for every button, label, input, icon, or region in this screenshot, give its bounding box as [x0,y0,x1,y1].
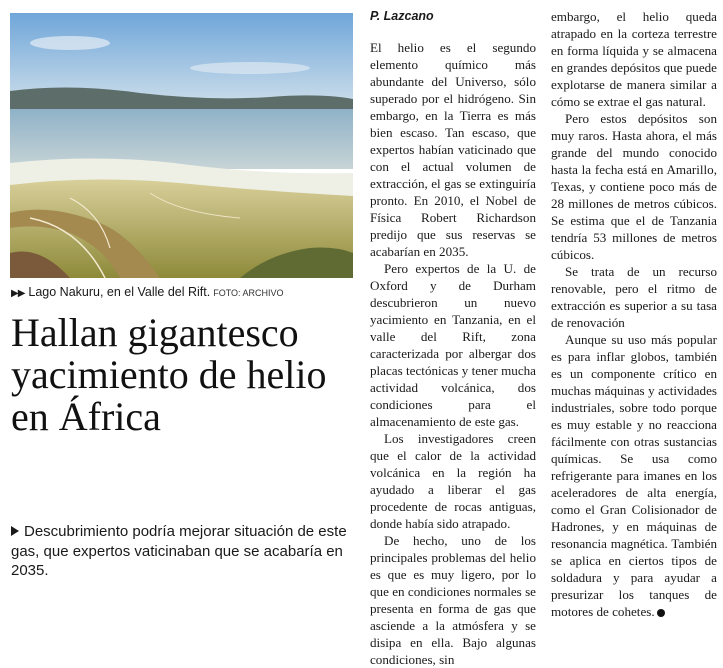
caption-arrows-icon: ▶▶ [11,288,25,299]
article-column-2 [551,8,717,620]
end-mark-icon [657,609,665,617]
paragraph-final [551,331,717,620]
headline: Hallan gigantesco yacimiento de helio en África [11,310,327,439]
subhead-text: Descubrimiento podría mejorar situación de este gas, que expertos vaticinaban que se acabaría en 2035. [11,523,347,579]
caption-text: Lago Nakuru, en el Valle del Rift. [28,285,211,299]
paragraph-text: Aunque su uso más popular es para inflar globos, también es un componente crítico en muchas máquinas y actividades industriales, sobre todo porque es muy estable y no reacciona fácilmente con otras sustancias químicas. Se usa como refrigerante para imanes en los aceleradores de alta energía, como el Gran Colisionador de Hadrones, y en máquinas de resonancia magnética. También se aplica en ciertos tipos de soldadura y para ayudar a presurizar los tanques de motores de cohetes. [551,332,717,619]
paragraph: El helio es el segundo elemento químico más abundante del Universo, sólo superado por el hidrógeno. Sin embargo, en la Tierra es más bien escaso. Tan escaso, que expertos habían vaticinado que con el actual volumen de extracción, el gas se extinguiría pronto. En 2010, el Nobel de Física Robert Richardson predijo que sus reservas se acabarían en 2035. [370,40,536,259]
paragraph: De hecho, uno de los principales problemas del helio es que es muy ligero, por lo que en condiciones normales se presenta en forma de gas que asciende a la atmósfera y se disipa en ella. Bajo algunas condiciones, sin [370,533,536,667]
lake-landscape-image [10,13,353,278]
subhead [11,522,359,581]
subhead-triangle-icon [11,526,19,536]
photo-credit: FOTO: ARCHIVO [213,288,284,298]
article-column-1 [370,8,536,668]
paragraph: embargo, el helio queda atrapado en la corteza terrestre en forma líquida y se almacena en grandes depósitos que puede explotarse de manera similar a cómo se extrae el gas natural. [551,9,717,109]
paragraph: Pero estos depósitos son muy raros. Hasta ahora, el más grande del mundo conocido hasta la fecha está en Amarillo, Texas, y contiene poco más de 28 millones de metros cúbicos. Se estima que el de Tanzania tendría 53 millones de metros cúbicos. [551,111,717,262]
lake-photo [10,13,353,278]
byline: P. Lazcano [370,9,434,23]
paragraph: Pero expertos de la U. de Oxford y de Durham descubrieron un nuevo yacimiento en Tanzania, en el valle del Rift, zona caracterizada por albergar dos placas tectónicas y tener mucha actividad volcánica, dos condiciones para el almacenamiento de este gas. [370,261,536,429]
paragraph: Los investigadores creen que el calor de la actividad volcánica en la región ha ayudado a liberar el gas procedente de rocas antiguas, donde había sido atrapado. [370,431,536,531]
paragraph: Se trata de un recurso renovable, pero el ritmo de extracción es superior a su tasa de renovación [551,264,717,330]
photo-caption [11,285,356,299]
